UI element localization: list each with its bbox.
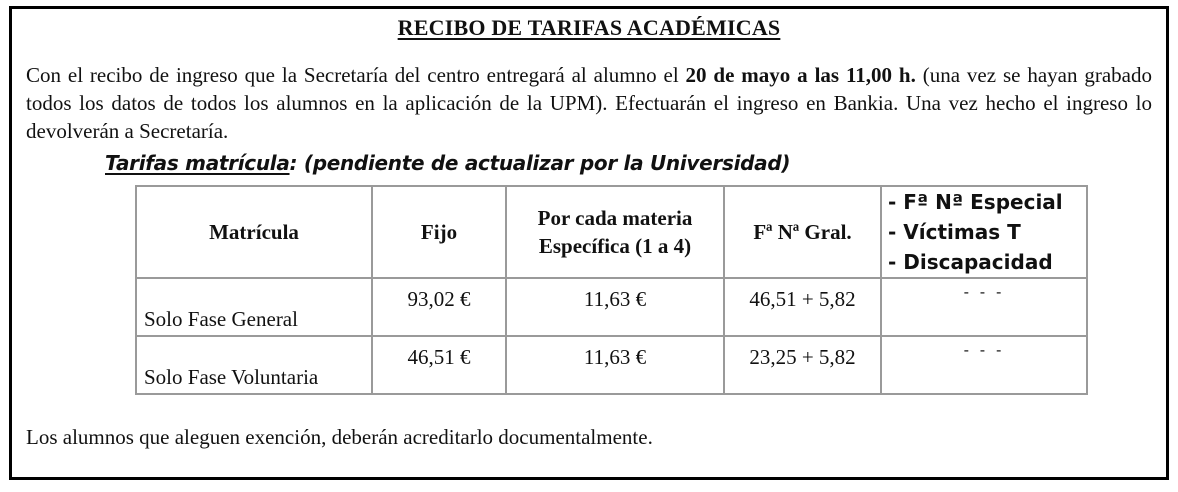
intro-paragraph [26,61,1152,145]
tariffs-subtitle-rest: : (pendiente de actualizar por la Universidad) [289,151,791,175]
cell-por-materia: 11,63 € [506,278,724,336]
tariffs-table [135,185,1088,395]
document-title-text: RECIBO DE TARIFAS ACADÉMICAS [397,15,781,40]
table-header-row [136,186,1087,278]
cell-fn-general: 46,51 + 5,82 [724,278,881,336]
cell-matricula: Solo Fase General [136,278,372,336]
cell-matricula: Solo Fase Voluntaria [136,336,372,394]
header-por-materia-line1: Por cada materia [537,206,693,230]
footer-note: Los alumnos que aleguen exención, deberán acreditarlo documentalmente. [26,425,653,449]
header-special-line1: - Fª Nª Especial [888,190,1063,214]
tariffs-subtitle-underlined: Tarifas matrícula [105,151,290,175]
header-fn-general: Fª Nª Gral. [724,186,881,278]
cell-fn-general: 23,25 + 5,82 [724,336,881,394]
intro-bold-date: 20 de mayo a las 11,00 h. [685,63,916,87]
header-fijo: Fijo [372,186,506,278]
receipt-document [9,6,1169,480]
cell-fijo: 46,51 € [372,336,506,394]
header-special-line3: - Discapacidad [888,250,1053,274]
tariffs-subtitle [105,151,790,175]
intro-text-before: Con el recibo de ingreso que la Secretaría del centro entregará al alumno el [26,63,686,87]
header-special-line2: - Víctimas T [888,220,1021,244]
table-row [136,336,1087,394]
table-row [136,278,1087,336]
header-por-materia [506,186,724,278]
cell-special: - - - [881,278,1087,336]
header-special [881,186,1087,278]
cell-por-materia: 11,63 € [506,336,724,394]
header-matricula: Matrícula [136,186,372,278]
cell-special: - - - [881,336,1087,394]
document-title [12,15,1166,41]
cell-fijo: 93,02 € [372,278,506,336]
header-por-materia-line2: Específica (1 a 4) [538,234,692,258]
intro-text-after: (una vez se hayan grabado todos los datos de todos los alumnos en la aplicación de la UPM). Efectuarán el ingreso en Bankia. Una vez hecho el ingreso lo devolverán a Secretaría. [26,63,1152,143]
